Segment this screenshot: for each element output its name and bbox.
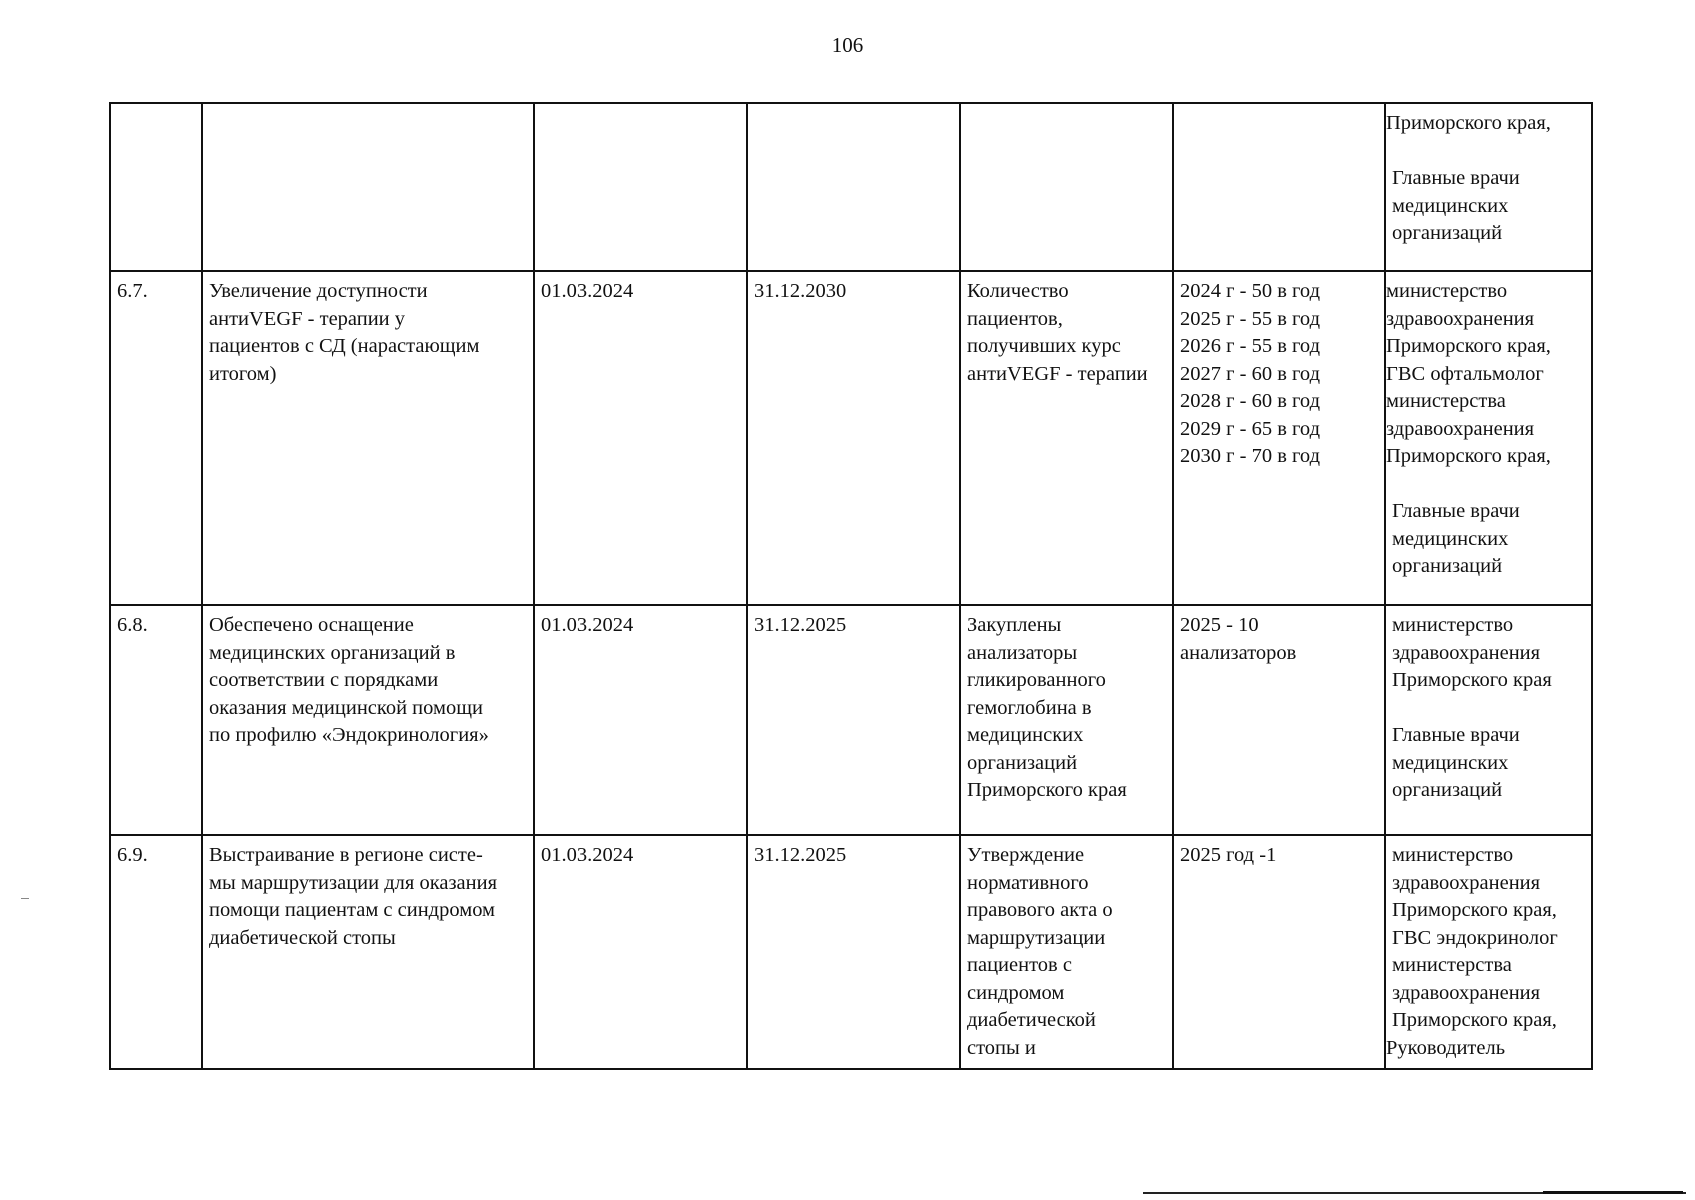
responsible-line: Руководитель <box>1386 1036 1506 1059</box>
responsible-line: здравоохранения <box>1386 307 1535 330</box>
responsible-line: медицинских <box>1392 527 1509 550</box>
table-row <box>110 835 1592 1069</box>
indicator: Закуплены анализаторы гликированного гемоглобина в медицинских организаций Приморского края <box>960 605 1173 835</box>
target-line: 2027 г - 60 в год <box>1180 362 1321 385</box>
start-date: 01.03.2024 <box>534 835 747 1069</box>
responsible-line: Приморского края, <box>1386 335 1551 357</box>
event-name: Увеличение доступности антиVEGF - терапии у пациентов с СД (нарастающим итогом) <box>202 271 534 605</box>
end-date: 31.12.2030 <box>747 271 960 605</box>
responsible-line: Приморского края, <box>1392 1009 1557 1031</box>
target-line: 2026 г - 55 в год <box>1180 335 1321 357</box>
table-row <box>110 103 1592 271</box>
target-line: 2025 - 10 <box>1180 614 1259 636</box>
event-name: Выстраивание в регионе систе- мы маршрутизации для оказания помощи пациентам с синдромом диабетической стопы <box>202 835 534 1069</box>
row-number <box>110 103 202 271</box>
responsible-line: ГВС офтальмолог <box>1386 362 1544 385</box>
responsible-line: министерство <box>1392 844 1514 866</box>
table-row <box>110 605 1592 835</box>
responsible-line: Приморского края, <box>1392 899 1557 921</box>
target-line: 2024 г - 50 в год <box>1180 280 1321 302</box>
target-line: 2029 г - 65 в год <box>1180 417 1321 440</box>
responsible-line: ГВС эндокринолог <box>1392 926 1558 949</box>
event-name: Обеспечено оснащение медицинских организаций в соответствии с порядками оказания медицинской помощи по профилю «Эндокринология» <box>202 605 534 835</box>
start-date: 01.03.2024 <box>534 271 747 605</box>
spacer <box>1386 138 1585 166</box>
responsible-line: Приморского края <box>1392 669 1552 691</box>
row-number: 6.9. <box>110 835 202 1069</box>
responsible-line: министерство <box>1392 614 1514 636</box>
target-values <box>1173 835 1385 1069</box>
responsible <box>1385 605 1592 835</box>
responsible-line: министерства <box>1386 390 1506 412</box>
page-number: 106 <box>831 33 864 57</box>
spacer <box>1386 695 1585 723</box>
end-date: 31.12.2025 <box>747 605 960 835</box>
target-values <box>1173 103 1385 271</box>
row-number: 6.8. <box>110 605 202 835</box>
start-date <box>534 103 747 271</box>
responsible-line: Главные врачи <box>1392 724 1520 746</box>
target-line: 2028 г - 60 в год <box>1180 390 1321 412</box>
event-name <box>202 103 534 271</box>
spacer <box>1386 471 1585 499</box>
responsible-line: здравоохранения <box>1386 417 1535 440</box>
target-line: 2030 г - 70 в год <box>1180 445 1321 467</box>
plan-table <box>109 102 1593 1070</box>
table-body <box>110 103 1592 1069</box>
responsible <box>1385 271 1592 605</box>
responsible <box>1385 835 1592 1069</box>
responsible <box>1385 103 1592 271</box>
target-line: анализаторов <box>1180 641 1297 664</box>
responsible-line: организаций <box>1392 222 1503 244</box>
responsible-line: здравоохранения <box>1392 871 1541 894</box>
table-row <box>110 271 1592 605</box>
responsible-line: Приморского края, <box>1386 112 1551 134</box>
end-date: 31.12.2025 <box>747 835 960 1069</box>
target-line: 2025 г - 55 в год <box>1180 307 1321 330</box>
target-values <box>1173 605 1385 835</box>
responsible-line: министерства <box>1392 954 1512 976</box>
row-number: 6.7. <box>110 271 202 605</box>
bottom-rule-accent <box>1543 1191 1683 1194</box>
scan-margin-mark <box>21 898 29 899</box>
responsible-line: министерство <box>1386 280 1508 302</box>
indicator: Утверждение нормативного правового акта о маршрутизации пациентов с синдромом диабетической стопы и <box>960 835 1173 1069</box>
indicator: Количество пациентов, получивших курс антиVEGF - терапии <box>960 271 1173 605</box>
responsible-line: организаций <box>1392 555 1503 577</box>
end-date <box>747 103 960 271</box>
responsible-line: медицинских <box>1392 751 1509 774</box>
responsible-line: медицинских <box>1392 194 1509 217</box>
responsible-line: организаций <box>1392 779 1503 801</box>
responsible-line: здравоохранения <box>1392 641 1541 664</box>
indicator <box>960 103 1173 271</box>
target-line: 2025 год -1 <box>1180 844 1277 866</box>
start-date: 01.03.2024 <box>534 605 747 835</box>
responsible-line: здравоохранения <box>1392 981 1541 1004</box>
responsible-line: Главные врачи <box>1392 167 1520 189</box>
responsible-line: Приморского края, <box>1386 445 1551 467</box>
target-values <box>1173 271 1385 605</box>
responsible-line: Главные врачи <box>1392 500 1520 522</box>
